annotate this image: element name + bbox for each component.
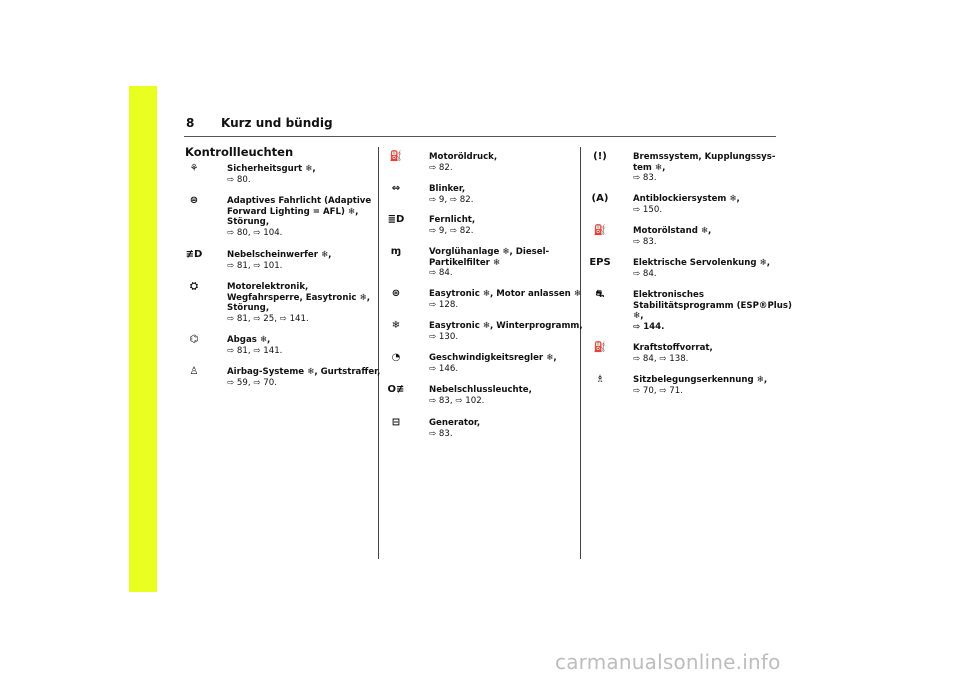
section-heading: Kontrollleuchten	[185, 145, 294, 159]
fog-light-icon: ≢D	[185, 249, 203, 260]
easytronic-start-icon: ⊛	[391, 288, 401, 299]
entry-refs: ⇨ 80.	[227, 174, 251, 185]
high-beam-icon: ≣D	[387, 214, 405, 225]
entry-refs: ⇨ 146.	[429, 363, 459, 374]
entry-refs: ⇨ 144.	[633, 321, 665, 332]
entry-label: Forward Lighting = AFL) ❄,	[227, 206, 359, 217]
brake-system-icon: (!)	[593, 151, 607, 162]
entry-refs: ⇨ 80, ⇨ 104.	[227, 227, 283, 238]
entry-refs: ⇨ 9, ⇨ 82.	[429, 225, 474, 236]
entry-refs: ⇨ 9, ⇨ 82.	[429, 194, 474, 205]
entry-label: Airbag-Systeme ❄, Gurtstraffer,	[227, 367, 381, 377]
entry-refs: ⇨ 81, ⇨ 25, ⇨ 141.	[227, 313, 309, 324]
entry-refs: ⇨ 128.	[429, 299, 459, 310]
entry-refs: ⇨ 84.	[633, 268, 657, 279]
entry-label: Blinker,	[429, 184, 466, 194]
yellow-tab-strip	[129, 86, 157, 592]
entry-label: Elektronisches	[633, 290, 704, 300]
oil-level-icon: ⛽	[593, 225, 607, 236]
entry-refs: ⇨ 81, ⇨ 101.	[227, 260, 283, 271]
entry-refs: ⇨ 83.	[429, 428, 453, 439]
rear-fog-icon: O≢	[387, 384, 405, 395]
entry-label: Partikelfilter ❄	[429, 257, 501, 268]
entry-refs: ⇨ 150.	[633, 204, 663, 215]
entry-label: Sitzbelegungserkennung ❄,	[633, 375, 768, 385]
entry-label: Motorölstand ❄,	[633, 226, 712, 236]
watermark: carmanualsonline.info	[555, 650, 781, 674]
glow-plug-icon: ɱ	[390, 246, 402, 257]
entry-label: Generator,	[429, 418, 481, 428]
entry-label: Bremssystem, Kupplungssys-	[633, 152, 776, 162]
entry-label: Antiblockiersystem ❄,	[633, 194, 740, 204]
entry-label: Wegfahrsperre, Easytronic ❄,	[227, 292, 370, 303]
section-title: Kurz und bündig	[221, 116, 333, 130]
entry-refs: ⇨ 83, ⇨ 102.	[429, 395, 485, 406]
seatbelt-icon: ⚘	[189, 163, 199, 174]
entry-label: Nebelscheinwerfer ❄,	[227, 250, 332, 260]
entry-label: ❄,	[633, 311, 644, 322]
entry-label: Störung,	[227, 217, 270, 228]
fuel-icon: ⛽	[593, 342, 607, 353]
entry-label: tem ❄,	[633, 162, 666, 173]
entry-label: Vorglühanlage ❄, Diesel-	[429, 247, 550, 257]
exhaust-icon: ⌬	[189, 334, 199, 345]
adaptive-light-icon: ⊜	[189, 195, 199, 206]
page-number: 8	[186, 116, 195, 130]
entry-label: Easytronic ❄, Winterprogramm,	[429, 321, 583, 331]
entry-label: Kraftstoffvorrat,	[633, 343, 713, 353]
entry-label: Geschwindigkeitsregler ❄,	[429, 353, 557, 363]
eps-icon: EPS	[589, 257, 611, 268]
esp-icon: ⛐	[595, 289, 605, 300]
entry-refs: ⇨ 59, ⇨ 70.	[227, 377, 277, 388]
cruise-control-icon: ◔	[391, 352, 401, 363]
entry-refs: ⇨ 82.	[429, 162, 453, 173]
abs-icon: (A)	[591, 193, 609, 204]
entry-label: Motorelektronik,	[227, 282, 309, 292]
entry-label: Elektrische Servolenkung ❄,	[633, 258, 771, 268]
entry-refs: ⇨ 130.	[429, 331, 459, 342]
entry-refs: ⇨ 70, ⇨ 71.	[633, 385, 683, 396]
entry-refs: ⇨ 83.	[633, 236, 657, 247]
entry-label: Fernlicht,	[429, 215, 476, 225]
turn-signal-icon: ⇔	[391, 183, 401, 194]
entry-refs: ⇨ 81, ⇨ 141.	[227, 345, 283, 356]
header-rule	[184, 136, 776, 137]
entry-label: Sicherheitsgurt ❄,	[227, 164, 316, 174]
entry-label: Adaptives Fahrlicht (Adaptive	[227, 196, 372, 206]
entry-label: Abgas ❄,	[227, 335, 271, 345]
battery-icon: ⊟	[391, 417, 401, 428]
entry-label: Motoröldruck,	[429, 152, 498, 162]
engine-electronics-icon: ⛭	[190, 281, 198, 292]
oil-pressure-icon: ⛽	[389, 151, 403, 162]
winter-program-icon: ❄	[391, 320, 401, 331]
entry-label: Easytronic ❄, Motor anlassen ❄	[429, 289, 581, 299]
airbag-icon: ♙	[189, 366, 199, 377]
entry-label: Nebelschlussleuchte,	[429, 385, 532, 395]
entry-refs: ⇨ 84, ⇨ 138.	[633, 353, 689, 364]
entry-refs: ⇨ 83.	[633, 173, 657, 184]
seat-occupancy-icon: ♗	[595, 374, 605, 385]
entry-label: Störung,	[227, 303, 270, 314]
entry-refs: ⇨ 84.	[429, 268, 453, 279]
entry-label: Stabilitätsprogramm (ESP®Plus)	[633, 300, 792, 311]
